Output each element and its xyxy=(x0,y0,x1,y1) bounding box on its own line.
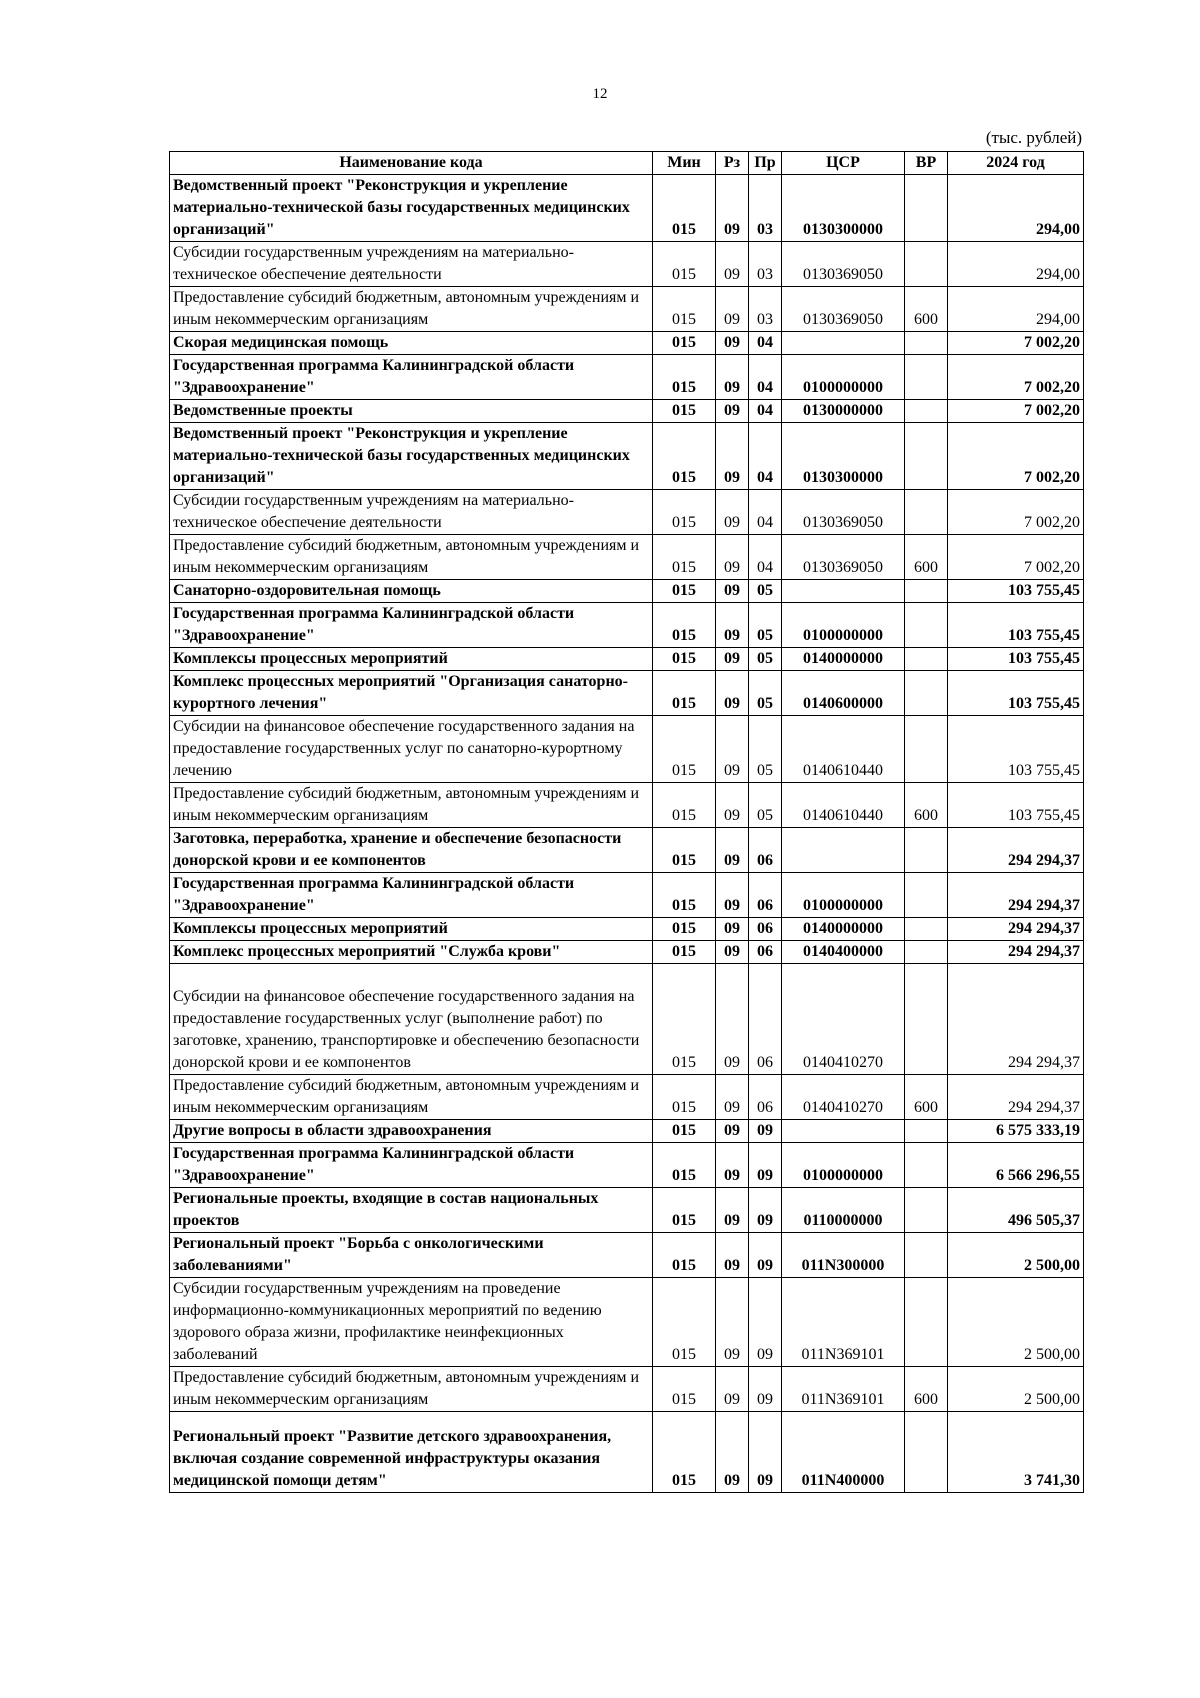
cell-min: 015 xyxy=(653,716,716,783)
cell-name: Государственная программа Калининградской области "Здравоохранение" xyxy=(170,1143,653,1188)
cell-name: Субсидии на финансовое обеспечение государственного задания на предоставление государственных услуг (выполнение работ) по заготовке, хранению, транспортировке и обеспечению безопасности донорской крови и ее компонентов xyxy=(170,964,653,1075)
cell-min: 015 xyxy=(653,1120,716,1143)
cell-name: Субсидии на финансовое обеспечение государственного задания на предоставление государственных услуг по санаторно-курортному лечению xyxy=(170,716,653,783)
cell-min: 015 xyxy=(653,873,716,918)
cell-name: Государственная программа Калининградской области "Здравоохранение" xyxy=(170,355,653,400)
cell-min: 015 xyxy=(653,332,716,355)
cell-rz: 09 xyxy=(716,648,749,671)
cell-vr xyxy=(905,1233,948,1278)
cell-rz: 09 xyxy=(716,1278,749,1367)
header-vr: ВР xyxy=(905,152,948,175)
cell-amount: 294 294,37 xyxy=(948,941,1084,964)
cell-name: Другие вопросы в области здравоохранения xyxy=(170,1120,653,1143)
cell-pr: 06 xyxy=(749,964,782,1075)
units-label: (тыс. рублей) xyxy=(985,128,1082,147)
cell-pr: 09 xyxy=(749,1412,782,1493)
cell-pr: 06 xyxy=(749,828,782,873)
cell-pr: 04 xyxy=(749,355,782,400)
cell-rz: 09 xyxy=(716,671,749,716)
cell-name: Санаторно-оздоровительная помощь xyxy=(170,580,653,603)
cell-name: Предоставление субсидий бюджетным, автономным учреждениям и иным некоммерческим организациям xyxy=(170,535,653,580)
cell-csr: 0130369050 xyxy=(782,490,905,535)
cell-min: 015 xyxy=(653,1143,716,1188)
cell-rz: 09 xyxy=(716,242,749,287)
cell-rz: 09 xyxy=(716,1143,749,1188)
cell-csr: 0130369050 xyxy=(782,287,905,332)
cell-amount: 3 741,30 xyxy=(948,1412,1084,1493)
cell-rz: 09 xyxy=(716,828,749,873)
cell-min: 015 xyxy=(653,918,716,941)
cell-pr: 03 xyxy=(749,175,782,242)
cell-amount: 103 755,45 xyxy=(948,603,1084,648)
cell-csr: 011N369101 xyxy=(782,1367,905,1412)
cell-rz: 09 xyxy=(716,1412,749,1493)
cell-pr: 06 xyxy=(749,873,782,918)
cell-vr xyxy=(905,580,948,603)
cell-csr xyxy=(782,332,905,355)
cell-name: Предоставление субсидий бюджетным, автономным учреждениям и иным некоммерческим организациям xyxy=(170,287,653,332)
cell-name: Субсидии государственным учреждениям на материально-техническое обеспечение деятельности xyxy=(170,490,653,535)
cell-pr: 05 xyxy=(749,580,782,603)
cell-pr: 03 xyxy=(749,287,782,332)
cell-rz: 09 xyxy=(716,1188,749,1233)
cell-min: 015 xyxy=(653,964,716,1075)
cell-min: 015 xyxy=(653,828,716,873)
cell-csr: 0100000000 xyxy=(782,603,905,648)
cell-pr: 03 xyxy=(749,242,782,287)
header-amount: 2024 год xyxy=(948,152,1084,175)
cell-amount: 294 294,37 xyxy=(948,873,1084,918)
table-row xyxy=(170,1233,1084,1278)
cell-vr xyxy=(905,490,948,535)
cell-csr: 0140410270 xyxy=(782,964,905,1075)
cell-vr xyxy=(905,941,948,964)
cell-vr xyxy=(905,1143,948,1188)
cell-vr xyxy=(905,603,948,648)
cell-csr: 0130000000 xyxy=(782,400,905,423)
cell-name: Региональный проект "Развитие детского здравоохранения, включая создание современной инфраструктуры оказания медицинской помощи детям" xyxy=(170,1412,653,1493)
cell-min: 015 xyxy=(653,783,716,828)
cell-vr xyxy=(905,918,948,941)
table-row xyxy=(170,242,1084,287)
table-body xyxy=(170,175,1084,1493)
cell-rz: 09 xyxy=(716,1233,749,1278)
cell-vr xyxy=(905,423,948,490)
cell-csr: 0100000000 xyxy=(782,873,905,918)
cell-name: Государственная программа Калининградской области "Здравоохранение" xyxy=(170,603,653,648)
table-row xyxy=(170,1412,1084,1493)
header-name: Наименование кода xyxy=(170,152,653,175)
cell-min: 015 xyxy=(653,671,716,716)
cell-rz: 09 xyxy=(716,490,749,535)
cell-rz: 09 xyxy=(716,355,749,400)
cell-name: Предоставление субсидий бюджетным, автономным учреждениям и иным некоммерческим организациям xyxy=(170,1367,653,1412)
cell-csr: 0140400000 xyxy=(782,941,905,964)
cell-csr: 0140610440 xyxy=(782,716,905,783)
cell-rz: 09 xyxy=(716,716,749,783)
cell-vr xyxy=(905,242,948,287)
cell-name: Комплекс процессных мероприятий "Организация санаторно-курортного лечения" xyxy=(170,671,653,716)
cell-amount: 294 294,37 xyxy=(948,918,1084,941)
header-rz: Рз xyxy=(716,152,749,175)
cell-csr xyxy=(782,580,905,603)
cell-pr: 09 xyxy=(749,1233,782,1278)
cell-rz: 09 xyxy=(716,1367,749,1412)
cell-min: 015 xyxy=(653,941,716,964)
cell-name: Региональные проекты, входящие в состав национальных проектов xyxy=(170,1188,653,1233)
cell-pr: 09 xyxy=(749,1367,782,1412)
cell-amount: 103 755,45 xyxy=(948,671,1084,716)
cell-vr xyxy=(905,964,948,1075)
cell-csr: 0140610440 xyxy=(782,783,905,828)
cell-amount: 294 294,37 xyxy=(948,1075,1084,1120)
cell-amount: 2 500,00 xyxy=(948,1367,1084,1412)
table-row xyxy=(170,580,1084,603)
cell-csr: 0140410270 xyxy=(782,1075,905,1120)
cell-pr: 05 xyxy=(749,783,782,828)
cell-csr: 011N300000 xyxy=(782,1233,905,1278)
cell-amount: 103 755,45 xyxy=(948,648,1084,671)
cell-vr xyxy=(905,828,948,873)
cell-min: 015 xyxy=(653,287,716,332)
cell-name: Комплексы процессных мероприятий xyxy=(170,918,653,941)
header-pr: Пр xyxy=(749,152,782,175)
cell-pr: 04 xyxy=(749,423,782,490)
cell-amount: 2 500,00 xyxy=(948,1233,1084,1278)
cell-min: 015 xyxy=(653,1075,716,1120)
cell-vr xyxy=(905,671,948,716)
cell-name: Комплекс процессных мероприятий "Служба крови" xyxy=(170,941,653,964)
cell-min: 015 xyxy=(653,648,716,671)
cell-pr: 09 xyxy=(749,1188,782,1233)
table-row xyxy=(170,1367,1084,1412)
cell-name: Ведомственные проекты xyxy=(170,400,653,423)
cell-min: 015 xyxy=(653,1188,716,1233)
cell-pr: 09 xyxy=(749,1143,782,1188)
cell-amount: 294,00 xyxy=(948,287,1084,332)
cell-vr xyxy=(905,355,948,400)
cell-vr xyxy=(905,1278,948,1367)
cell-amount: 294 294,37 xyxy=(948,964,1084,1075)
table-row xyxy=(170,873,1084,918)
cell-amount: 103 755,45 xyxy=(948,580,1084,603)
cell-min: 015 xyxy=(653,1367,716,1412)
cell-pr: 04 xyxy=(749,490,782,535)
cell-min: 015 xyxy=(653,175,716,242)
cell-csr: 011N369101 xyxy=(782,1278,905,1367)
cell-vr xyxy=(905,1412,948,1493)
cell-csr: 0130300000 xyxy=(782,423,905,490)
cell-rz: 09 xyxy=(716,873,749,918)
cell-csr: 0140600000 xyxy=(782,671,905,716)
cell-vr xyxy=(905,716,948,783)
cell-name: Предоставление субсидий бюджетным, автономным учреждениям и иным некоммерческим организациям xyxy=(170,1075,653,1120)
table-row xyxy=(170,423,1084,490)
cell-name: Государственная программа Калининградской области "Здравоохранение" xyxy=(170,873,653,918)
table-row xyxy=(170,1188,1084,1233)
table-header-row xyxy=(170,152,1084,175)
cell-min: 015 xyxy=(653,1278,716,1367)
cell-amount: 7 002,20 xyxy=(948,400,1084,423)
cell-name: Региональный проект "Борьба с онкологическими заболеваниями" xyxy=(170,1233,653,1278)
cell-min: 015 xyxy=(653,1233,716,1278)
cell-vr: 600 xyxy=(905,1075,948,1120)
cell-vr xyxy=(905,400,948,423)
cell-amount: 7 002,20 xyxy=(948,535,1084,580)
cell-vr: 600 xyxy=(905,1367,948,1412)
cell-amount: 6 566 296,55 xyxy=(948,1143,1084,1188)
cell-vr xyxy=(905,873,948,918)
cell-pr: 06 xyxy=(749,941,782,964)
cell-rz: 09 xyxy=(716,603,749,648)
cell-amount: 7 002,20 xyxy=(948,490,1084,535)
cell-pr: 05 xyxy=(749,603,782,648)
cell-vr: 600 xyxy=(905,783,948,828)
table-row xyxy=(170,1278,1084,1367)
cell-rz: 09 xyxy=(716,1075,749,1120)
cell-amount: 103 755,45 xyxy=(948,783,1084,828)
cell-rz: 09 xyxy=(716,964,749,1075)
table-row xyxy=(170,964,1084,1075)
cell-pr: 04 xyxy=(749,400,782,423)
cell-amount: 7 002,20 xyxy=(948,355,1084,400)
table-row xyxy=(170,1143,1084,1188)
table-row xyxy=(170,918,1084,941)
cell-rz: 09 xyxy=(716,400,749,423)
table-row xyxy=(170,603,1084,648)
table-row xyxy=(170,671,1084,716)
cell-amount: 496 505,37 xyxy=(948,1188,1084,1233)
cell-rz: 09 xyxy=(716,918,749,941)
cell-pr: 06 xyxy=(749,918,782,941)
cell-amount: 294,00 xyxy=(948,242,1084,287)
cell-csr: 0140000000 xyxy=(782,918,905,941)
header-min: Мин xyxy=(653,152,716,175)
cell-rz: 09 xyxy=(716,1120,749,1143)
cell-rz: 09 xyxy=(716,287,749,332)
table-row xyxy=(170,400,1084,423)
cell-amount: 6 575 333,19 xyxy=(948,1120,1084,1143)
cell-rz: 09 xyxy=(716,535,749,580)
cell-pr: 04 xyxy=(749,535,782,580)
table-row xyxy=(170,490,1084,535)
cell-amount: 294,00 xyxy=(948,175,1084,242)
cell-pr: 05 xyxy=(749,716,782,783)
table-row xyxy=(170,1075,1084,1120)
header-csr: ЦСР xyxy=(782,152,905,175)
cell-pr: 05 xyxy=(749,648,782,671)
cell-name: Ведомственный проект "Реконструкция и укрепление материально-технической базы государственных медицинских организаций" xyxy=(170,175,653,242)
cell-pr: 05 xyxy=(749,671,782,716)
cell-vr: 600 xyxy=(905,287,948,332)
cell-min: 015 xyxy=(653,603,716,648)
cell-vr xyxy=(905,1188,948,1233)
table-row xyxy=(170,535,1084,580)
cell-vr xyxy=(905,1120,948,1143)
cell-vr xyxy=(905,175,948,242)
cell-pr: 09 xyxy=(749,1120,782,1143)
cell-pr: 06 xyxy=(749,1075,782,1120)
table-row xyxy=(170,716,1084,783)
table-row xyxy=(170,648,1084,671)
cell-pr: 04 xyxy=(749,332,782,355)
cell-csr: 0130369050 xyxy=(782,535,905,580)
cell-min: 015 xyxy=(653,242,716,287)
table-row xyxy=(170,941,1084,964)
cell-amount: 294 294,37 xyxy=(948,828,1084,873)
cell-name: Скорая медицинская помощь xyxy=(170,332,653,355)
cell-rz: 09 xyxy=(716,175,749,242)
cell-rz: 09 xyxy=(716,941,749,964)
cell-name: Предоставление субсидий бюджетным, автономным учреждениям и иным некоммерческим организациям xyxy=(170,783,653,828)
cell-min: 015 xyxy=(653,580,716,603)
table-row xyxy=(170,332,1084,355)
table-row xyxy=(170,175,1084,242)
cell-amount: 2 500,00 xyxy=(948,1278,1084,1367)
cell-name: Комплексы процессных мероприятий xyxy=(170,648,653,671)
cell-vr xyxy=(905,648,948,671)
cell-min: 015 xyxy=(653,423,716,490)
cell-rz: 09 xyxy=(716,783,749,828)
cell-min: 015 xyxy=(653,490,716,535)
cell-csr: 0130369050 xyxy=(782,242,905,287)
table-row xyxy=(170,783,1084,828)
cell-csr: 011N400000 xyxy=(782,1412,905,1493)
cell-csr: 0100000000 xyxy=(782,1143,905,1188)
cell-name: Заготовка, переработка, хранение и обеспечение безопасности донорской крови и ее компонентов xyxy=(170,828,653,873)
cell-csr: 0100000000 xyxy=(782,355,905,400)
budget-table xyxy=(169,151,1084,1493)
cell-amount: 103 755,45 xyxy=(948,716,1084,783)
table-row xyxy=(170,828,1084,873)
cell-min: 015 xyxy=(653,535,716,580)
cell-vr xyxy=(905,332,948,355)
page-number: 12 xyxy=(592,86,608,102)
table-row xyxy=(170,355,1084,400)
cell-name: Субсидии государственным учреждениям на материально-техническое обеспечение деятельности xyxy=(170,242,653,287)
cell-amount: 7 002,20 xyxy=(948,332,1084,355)
cell-min: 015 xyxy=(653,1412,716,1493)
cell-rz: 09 xyxy=(716,423,749,490)
table-row xyxy=(170,1120,1084,1143)
cell-csr xyxy=(782,1120,905,1143)
table-row xyxy=(170,287,1084,332)
cell-rz: 09 xyxy=(716,332,749,355)
cell-csr xyxy=(782,828,905,873)
cell-vr: 600 xyxy=(905,535,948,580)
cell-pr: 09 xyxy=(749,1278,782,1367)
cell-min: 015 xyxy=(653,400,716,423)
cell-csr: 0110000000 xyxy=(782,1188,905,1233)
cell-name: Субсидии государственным учреждениям на проведение информационно-коммуникационных мероприятий по ведению здорового образа жизни, профилактике неинфекционных заболеваний xyxy=(170,1278,653,1367)
cell-csr: 0130300000 xyxy=(782,175,905,242)
cell-rz: 09 xyxy=(716,580,749,603)
cell-csr: 0140000000 xyxy=(782,648,905,671)
cell-name: Ведомственный проект "Реконструкция и укрепление материально-технической базы государственных медицинских организаций" xyxy=(170,423,653,490)
cell-amount: 7 002,20 xyxy=(948,423,1084,490)
cell-min: 015 xyxy=(653,355,716,400)
